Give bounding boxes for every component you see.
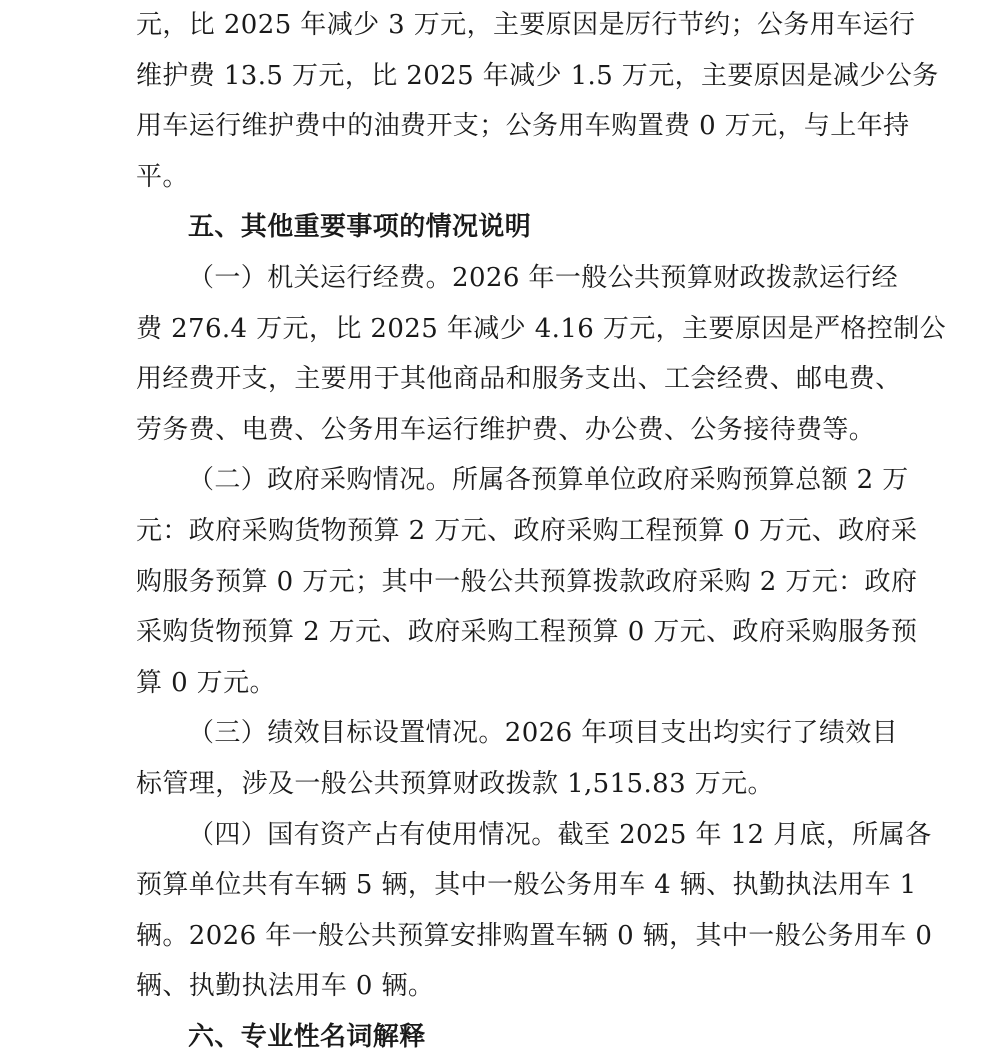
document-page xyxy=(136,0,947,1062)
section-heading: 五、其他重要事项的情况说明 xyxy=(188,212,532,243)
paragraph-line: 元：政府采购货物预算 2 万元、政府采购工程预算 0 万元、政府采 xyxy=(136,515,918,546)
paragraph-line: （一）机关运行经费。2026 年一般公共预算财政拨款运行经 xyxy=(188,262,899,293)
paragraph-line: （二）政府采购情况。所属各预算单位政府采购预算总额 2 万 xyxy=(188,465,909,496)
paragraph-line: 平。 xyxy=(136,161,189,192)
paragraph-line: 费 276.4 万元，比 2025 年减少 4.16 万元，主要原因是严格控制公 xyxy=(136,313,947,344)
section-heading: 六、专业性名词解释 xyxy=(188,1021,426,1052)
paragraph-line: 辆。2026 年一般公共预算安排购置车辆 0 辆，其中一般公务用车 0 xyxy=(136,920,933,951)
paragraph-line: 采购货物预算 2 万元、政府采购工程预算 0 万元、政府采购服务预 xyxy=(136,617,918,648)
paragraph-line: 算 0 万元。 xyxy=(136,667,276,698)
paragraph-line: （四）国有资产占有使用情况。截至 2025 年 12 月底，所属各 xyxy=(188,819,932,850)
paragraph-line: 元，比 2025 年减少 3 万元，主要原因是厉行节约；公务用车运行 xyxy=(136,10,916,40)
paragraph-line: 辆、执勤执法用车 0 辆。 xyxy=(136,971,435,1002)
paragraph-line: 预算单位共有车辆 5 辆，其中一般公务用车 4 辆、执勤执法用车 1 xyxy=(136,870,917,901)
paragraph-line: 标管理，涉及一般公共预算财政拨款 1,515.83 万元。 xyxy=(136,768,774,799)
paragraph-line: 维护费 13.5 万元，比 2025 年减少 1.5 万元，主要原因是减少公务 xyxy=(136,60,939,91)
paragraph-line: 用车运行维护费中的油费开支；公务用车购置费 0 万元，与上年持 xyxy=(136,111,910,142)
paragraph-line: 购服务预算 0 万元；其中一般公共预算拨款政府采购 2 万元：政府 xyxy=(136,566,918,597)
paragraph-line: 用经费开支，主要用于其他商品和服务支出、工会经费、邮电费、 xyxy=(136,364,902,395)
paragraph-line: （三）绩效目标设置情况。2026 年项目支出均实行了绩效目 xyxy=(188,718,899,749)
paragraph-line: 劳务费、电费、公务用车运行维护费、办公费、公务接待费等。 xyxy=(136,414,876,445)
